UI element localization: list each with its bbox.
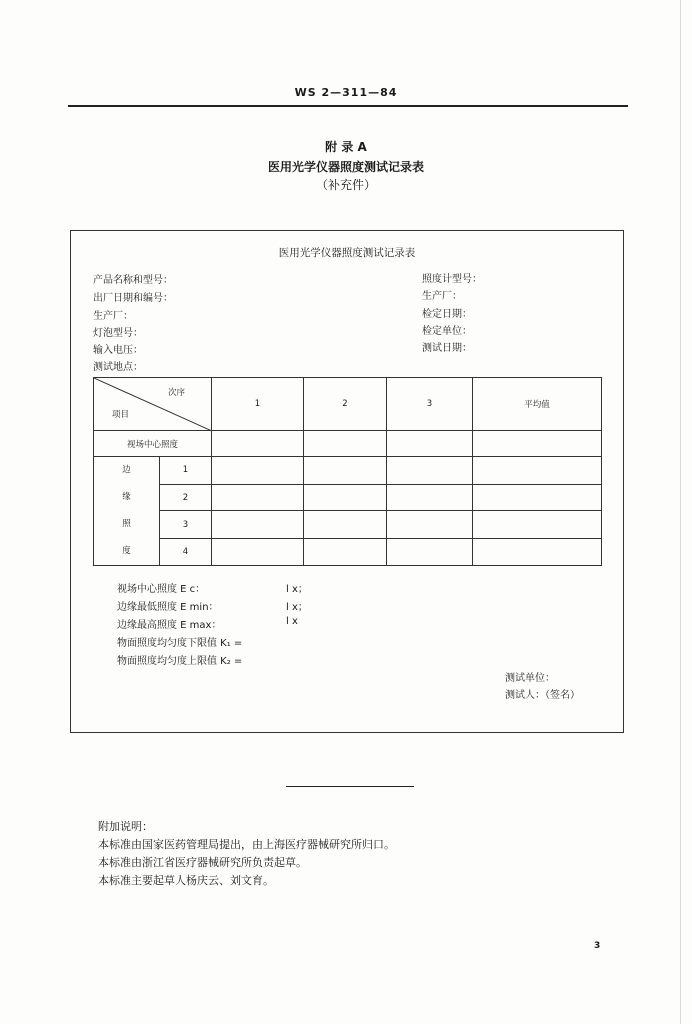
summary-k2-label: 物面照度均匀度上限值 K₂ =	[117, 656, 243, 667]
field-test-location: 测试地点：	[93, 362, 143, 373]
edge-label-char: 照	[122, 519, 131, 529]
table-cell	[212, 457, 304, 485]
edge-row-number: 1	[160, 457, 212, 485]
appendix-label: 附 录 A	[325, 140, 367, 154]
table-cell	[212, 539, 304, 566]
summary-min-label: 边缘最低照度 E min：	[117, 602, 219, 613]
form-title: 医用光学仪器照度测试记录表	[278, 247, 416, 259]
table-cell	[304, 431, 387, 457]
appendix-title: 医用光学仪器照度测试记录表	[267, 160, 424, 174]
table-cell	[387, 539, 473, 566]
edge-label-char: 缘	[122, 492, 131, 502]
table-cell	[304, 539, 387, 566]
column-header: 2	[304, 378, 387, 431]
notes-line: 本标准由浙江省医疗器械研究所负责起草。	[98, 856, 307, 869]
sign-tester: 测试人：（签名）	[505, 690, 580, 701]
table-cell	[473, 484, 602, 511]
table-cell	[387, 511, 473, 539]
field-calibration-date: 检定日期：	[422, 309, 472, 320]
section-divider	[286, 786, 414, 787]
field-calibration-unit: 检定单位：	[422, 326, 472, 337]
summary-min-unit: l x；	[286, 602, 308, 613]
table-cell	[304, 511, 387, 539]
table-cell	[387, 484, 473, 511]
row-header-center-illuminance: 视场中心照度	[94, 431, 212, 457]
edge-row-number: 2	[160, 484, 212, 511]
table-cell	[212, 484, 304, 511]
table-cell	[212, 511, 304, 539]
table-cell	[473, 511, 602, 539]
record-table	[93, 377, 602, 566]
table-cell	[304, 484, 387, 511]
summary-max-unit: l x	[286, 616, 298, 627]
edge-row-number: 3	[160, 511, 212, 539]
field-input-voltage: 输入电压：	[93, 345, 143, 356]
page-number: 3	[594, 941, 601, 951]
table-cell	[473, 539, 602, 566]
field-meter-model: 照度计型号：	[422, 274, 482, 285]
notes-line: 本标准由国家医药管理局提出，由上海医疗器械研究所归口。	[98, 838, 395, 851]
summary-center-label: 视场中心照度 E c：	[117, 584, 206, 595]
field-test-date: 测试日期：	[422, 343, 472, 354]
notes-heading: 附加说明：	[98, 820, 153, 833]
edge-label-char: 度	[122, 546, 131, 556]
header-rule	[68, 105, 628, 107]
table-cell	[387, 431, 473, 457]
sign-test-unit: 测试单位：	[505, 673, 555, 684]
table-cell	[387, 457, 473, 485]
standard-number: WS 2—311—84	[294, 86, 398, 99]
column-header: 1	[212, 378, 304, 431]
table-cell	[473, 457, 602, 485]
field-meter-manufacturer: 生产厂：	[422, 291, 462, 302]
table-cell	[212, 431, 304, 457]
notes-line: 本标准主要起草人杨庆云、刘文育。	[98, 874, 274, 887]
summary-center-unit: l x；	[286, 584, 308, 595]
field-lamp-model: 灯泡型号：	[93, 328, 143, 339]
table-cell	[304, 457, 387, 485]
edge-row-number: 4	[160, 539, 212, 566]
summary-k1-label: 物面照度均匀度下限值 K₁ =	[117, 638, 243, 649]
table-corner-cell	[94, 378, 212, 431]
row-group-edge-illuminance	[94, 457, 160, 566]
field-manufacturer: 生产厂：	[93, 311, 133, 322]
column-header: 3	[387, 378, 473, 431]
summary-max-label: 边缘最高照度 E max：	[117, 620, 222, 631]
corner-label-item: 项目	[112, 410, 130, 420]
field-manufacture-date: 出厂日期和编号：	[93, 293, 173, 304]
field-product-model: 产品名称和型号：	[93, 275, 173, 286]
column-header-average: 平均值	[473, 378, 602, 431]
appendix-note: （补充件）	[315, 178, 376, 192]
corner-label-order: 次序	[167, 388, 185, 398]
edge-label-char: 边	[122, 465, 131, 475]
table-cell	[473, 431, 602, 457]
